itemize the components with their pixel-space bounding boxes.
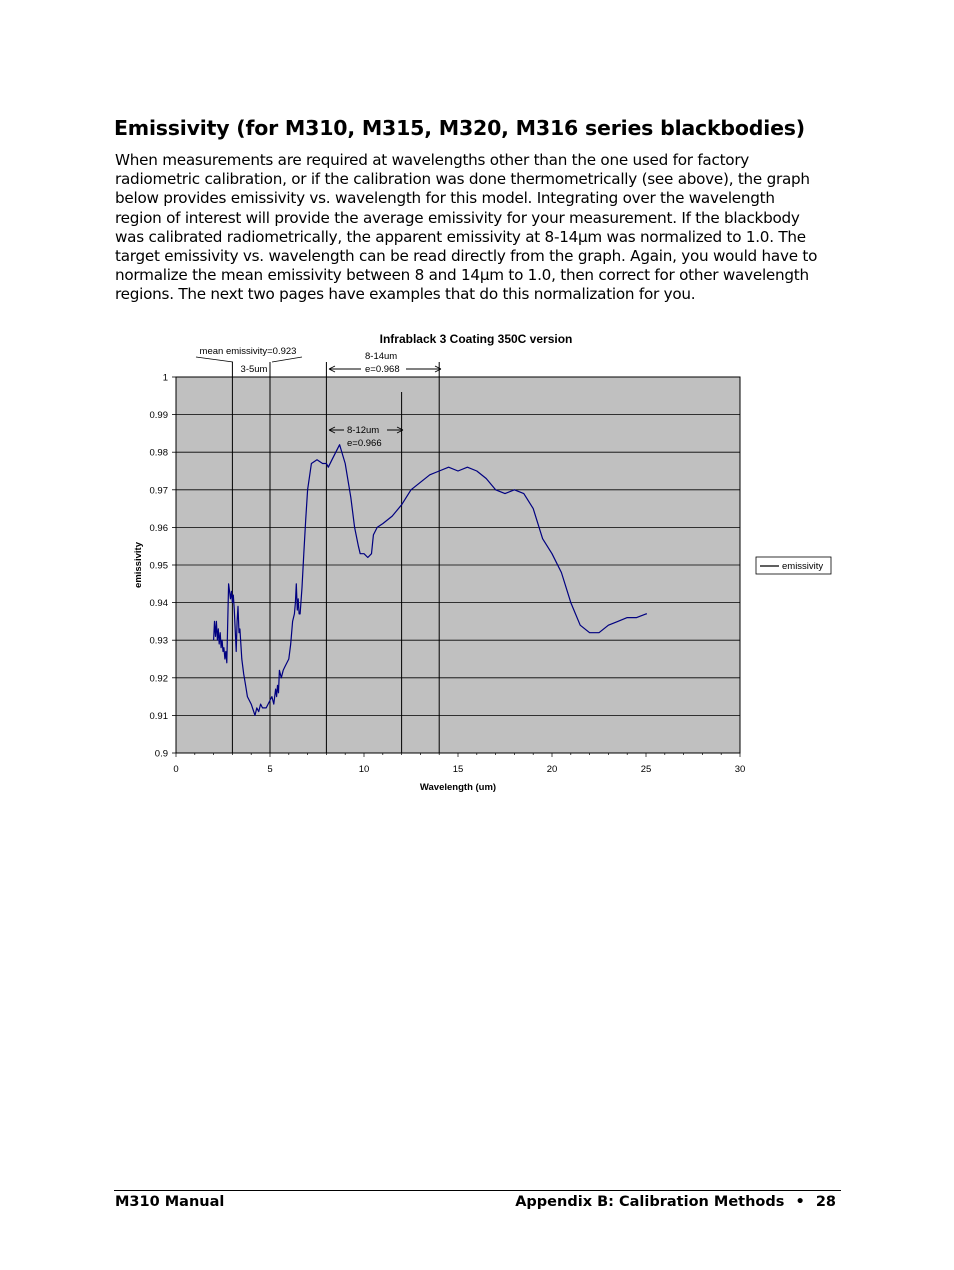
x-axis-ticks [173,753,745,775]
page-heading: Emissivity (for M310, M315, M320, M316 series blackbodies) [114,116,805,140]
footer-rule [114,1190,841,1191]
footer-section [515,1194,836,1210]
y-tick-label: 0.9 [154,748,168,760]
paragraph-line: When measurements are required at wavelengths other than the one used for factory [115,151,750,169]
chart-title: Infrablack 3 Coating 350C version [379,332,573,346]
x-tick-label: 30 [734,764,746,775]
y-tick-label: 0.96 [149,522,168,534]
x-tick-label: 15 [452,764,464,775]
x-axis-label: Wavelength (um) [419,782,497,793]
x-tick-label: 10 [358,764,370,775]
y-tick-label: 0.97 [149,485,168,497]
annotation-8-14um-e: e=0.968 [365,364,400,375]
paragraph-line: radiometric calibration, or if the calibration was done thermometrically (see above), the graph [115,170,810,189]
paragraph-line: target emissivity vs. wavelength can be read directly from the graph. Again, you would have to [115,247,818,266]
paragraph-line: below provides emissivity vs. wavelength for this model. Integrating over the wavelength [115,189,775,208]
annotation-8-12um-e: e=0.966 [347,438,382,449]
y-tick-label: 0.93 [149,635,168,647]
page-number: 28 [815,1194,836,1210]
x-tick-label: 20 [546,764,558,775]
annotation-8-14um: 8-14um [365,351,398,362]
footer-bullet: • [795,1194,805,1210]
paragraph-line: region of interest will provide the average emissivity for your measurement. If the blackbody [115,208,800,227]
paragraph-line: was calibrated radiometrically, the apparent emissivity at 8-14µm was normalized to 1.0. The [115,227,806,246]
y-tick-label: 0.91 [149,710,168,722]
footer-manual-title: M310 Manual [115,1194,225,1210]
y-tick-label: 1 [162,372,168,384]
annotation-leader-line [196,357,302,362]
y-axis-ticks [150,373,177,760]
annotation-mean-emissivity: mean emissivity=0.923 [199,346,297,357]
y-tick-label: 0.94 [149,598,168,610]
y-axis-label: emissivity [133,542,144,588]
y-tick-label: 0.92 [149,673,168,685]
annotation-3-5um: 3-5um [240,364,268,375]
x-tick-label: 0 [173,764,179,775]
y-tick-label: 0.99 [149,410,168,422]
paragraph-line: normalize the mean emissivity between 8 and 14µm to 1.0, then correct for other wavelength [115,266,809,285]
y-tick-label: 0.95 [149,560,168,572]
arrow-8-14um-left [329,366,361,372]
arrow-8-14um-right [406,366,441,372]
x-tick-label: 25 [640,764,652,775]
footer-section-title: Appendix B: Calibration Methods [515,1194,785,1210]
legend-label-emissivity: emissivity [782,561,824,572]
paragraph-line: regions. The next two pages have examples that do this normalization for you. [115,285,696,304]
x-tick-label: 5 [267,764,273,775]
y-tick-label: 0.98 [149,447,168,459]
annotation-8-12um: 8-12um [347,425,380,436]
